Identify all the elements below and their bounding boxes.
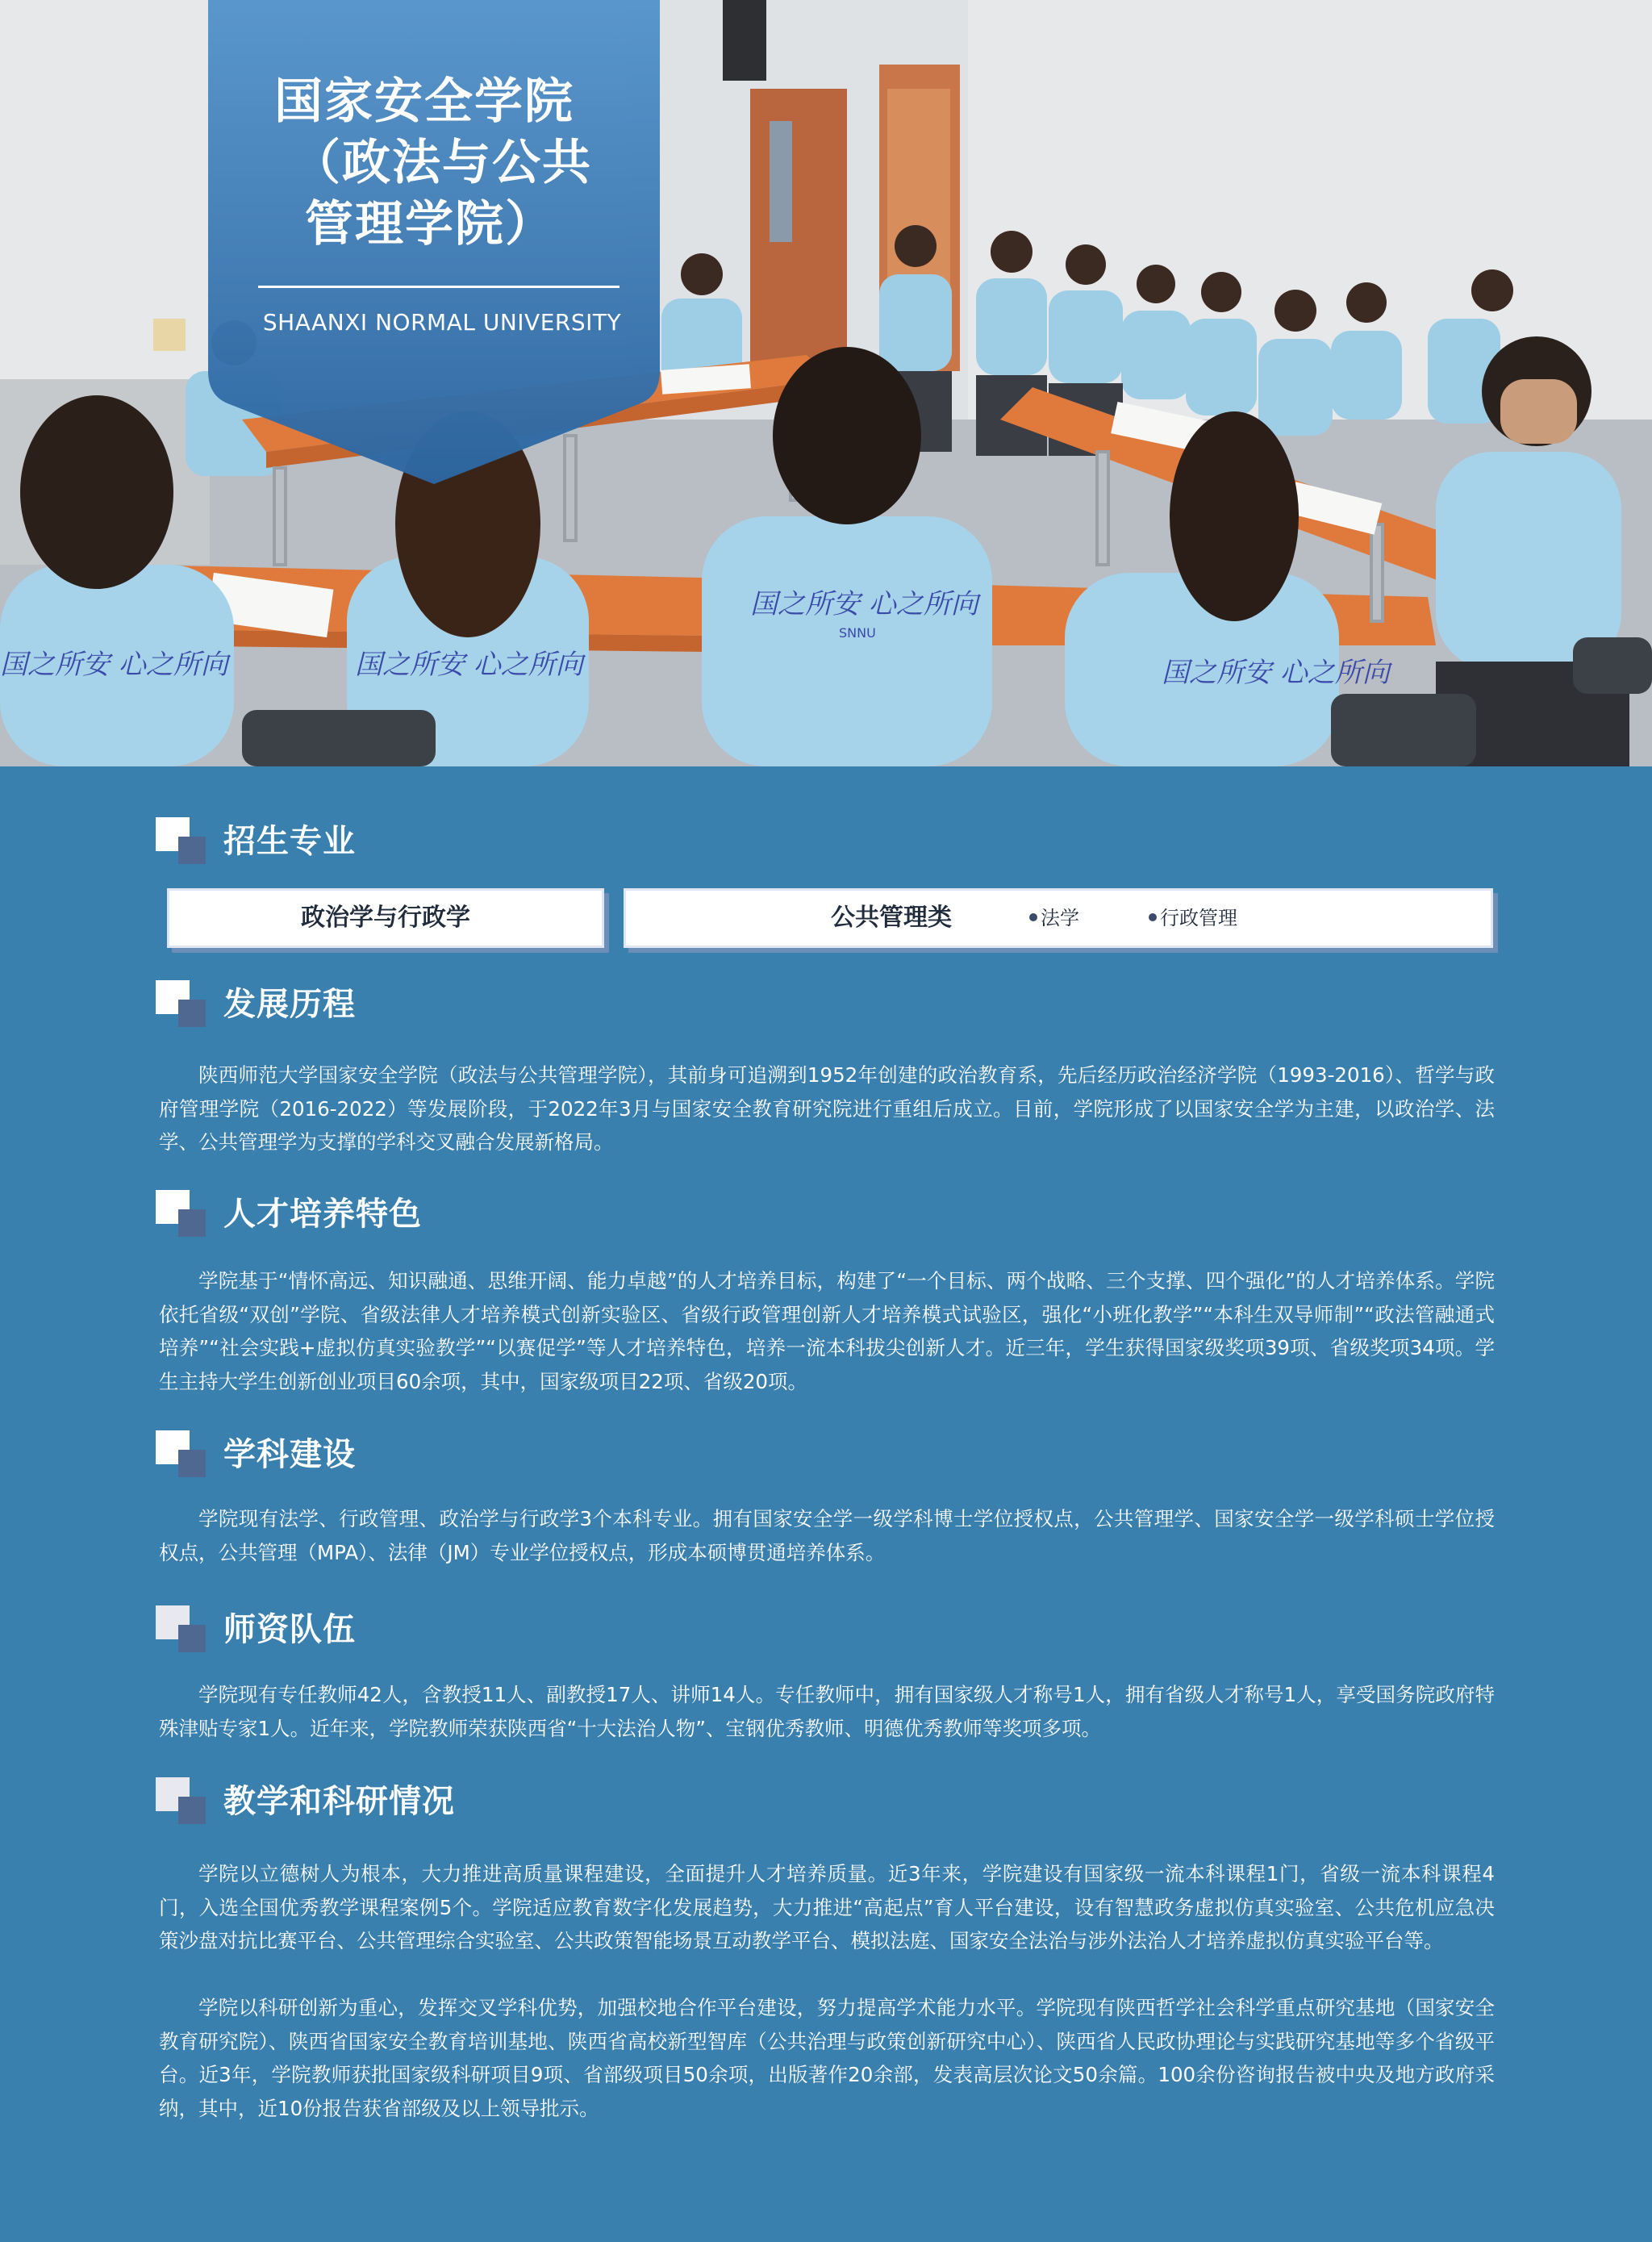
major-box-political-science	[167, 888, 604, 948]
major-sub-label: 法学	[1041, 907, 1079, 929]
talent-paragraph: 学院基于“情怀高远、知识融通、思维开阔、能力卓越”的人才培养目标，构建了“一个目标、两个战略、三个支撑、四个强化”的人才培养体系。学院依托省级“双创”学院、省级法律人才培养模式创新实验区、省级行政管理创新人才培养模式试验区，强化“小班化教学”“本科生双导师制”“政法管融通式培养”“社会实践+虚拟仿真实验教学”“以赛促学”等人才培养特色，培养一流本科拔尖创新人才。近三年，学生获得国家级奖项39项、省级奖项34项。学生主持大学生创新创业项目60余项，其中，国家级项目22项、省级20项。	[159, 1269, 1495, 1393]
shirt-print: 国之所安 心之所向	[1162, 657, 1390, 689]
bullet-icon	[1029, 913, 1037, 921]
major-box-public-management	[624, 888, 1493, 948]
heading-label: 师资队伍	[223, 1611, 356, 1648]
badge-divider	[258, 286, 620, 288]
major-name: 政治学与行政学	[301, 904, 470, 932]
faculty-paragraph: 学院现有专任教师42人，含教授11人、副教授17人、讲师14人。专任教师中，拥有国家级人才称号1人，拥有省级人才称号1人，享受国务院政府特殊津贴专家1人。近年来，学院教师荣获陕西省“十大法治人物”、宝钢优秀教师、明德优秀教师等奖项多项。	[159, 1683, 1495, 1740]
college-title-line2: （政法与公共	[292, 135, 592, 191]
university-name: SHAANXI NORMAL UNIVERSITY	[262, 309, 622, 336]
research-paragraph-science: 学院以科研创新为重心，发挥交叉学科优势，加强校地合作平台建设，努力提高学术能力水平。学院现有陕西哲学社会科学重点研究基地（国家安全教育研究院）、陕西省国家安全教育培训基地、陕西省高校新型智库（公共治理与政策创新研究中心）、陕西省人民政协理论与实践研究基地等多个省级平台。近3年，学院教师获批国家级科研项目9项、省部级项目50余项，出版著作20余部，发表高层次论文50余篇。100余份咨询报告被中央及地方政府采纳，其中，近10份报告获省部级及以上领导批示。	[159, 1996, 1495, 2120]
major-sub-label: 行政管理	[1160, 907, 1237, 929]
heading-marker-icon	[156, 1777, 204, 1826]
college-title-line3: 管理学院）	[305, 196, 555, 253]
bullet-icon	[1149, 913, 1157, 921]
heading-label: 学科建设	[223, 1436, 356, 1473]
title-badge	[208, 0, 660, 484]
heading-label: 招生专业	[223, 823, 356, 860]
major-category: 公共管理类	[831, 904, 952, 932]
shirt-print: 国之所安 心之所向	[355, 649, 583, 681]
major-sub-admin	[1149, 891, 1237, 946]
heading-marker-icon	[156, 980, 204, 1029]
college-title-line1: 国家安全学院	[274, 73, 574, 130]
heading-marker-icon	[156, 1430, 204, 1479]
discipline-paragraph: 学院现有法学、行政管理、政治学与行政学3个本科专业。拥有国家安全学一级学科博士学位授权点，公共管理学、国家安全学一级学科硕士学位授权点，公共管理（MPA）、法律（JM）专业学位授权点，形成本硕博贯通培养体系。	[159, 1507, 1495, 1564]
heading-marker-icon	[156, 1605, 204, 1654]
shirt-sub: SNNU	[839, 625, 876, 641]
heading-label: 人才培养特色	[223, 1196, 422, 1233]
shirt-print: 国之所安 心之所向	[0, 649, 228, 681]
history-paragraph: 陕西师范大学国家安全学院（政法与公共管理学院），其前身可追溯到1952年创建的政治教育系，先后经历政治经济学院（1993-2016）、哲学与政府管理学院（2016-2022）等发展阶段，于2022年3月与国家安全教育研究院进行重组后成立。目前，学院形成了以国家安全学为主建，以政治学、法学、公共管理学为支撑的学科交叉融合发展新格局。	[159, 1063, 1495, 1154]
research-paragraph-teaching: 学院以立德树人为根本，大力推进高质量课程建设，全面提升人才培养质量。近3年来，学院建设有国家级一流本科课程1门，省级一流本科课程4门，入选全国优秀教学课程案例5个。学院适应教育数字化发展趋势，大力推进“高起点”育人平台建设，设有智慧政务虚拟仿真实验室、公共危机应急决策沙盘对抗比赛平台、公共管理综合实验室、公共政策智能场景互动教学平台、模拟法庭、国家安全法治与涉外法治人才培养虚拟仿真实验平台等。	[159, 1862, 1495, 1952]
shirt-print: 国之所安 心之所向	[750, 588, 978, 620]
heading-marker-icon	[156, 817, 204, 866]
heading-marker-icon	[156, 1190, 204, 1238]
heading-label: 发展历程	[223, 986, 356, 1023]
major-sub-law	[1029, 891, 1079, 946]
heading-label: 教学和科研情况	[223, 1783, 455, 1820]
